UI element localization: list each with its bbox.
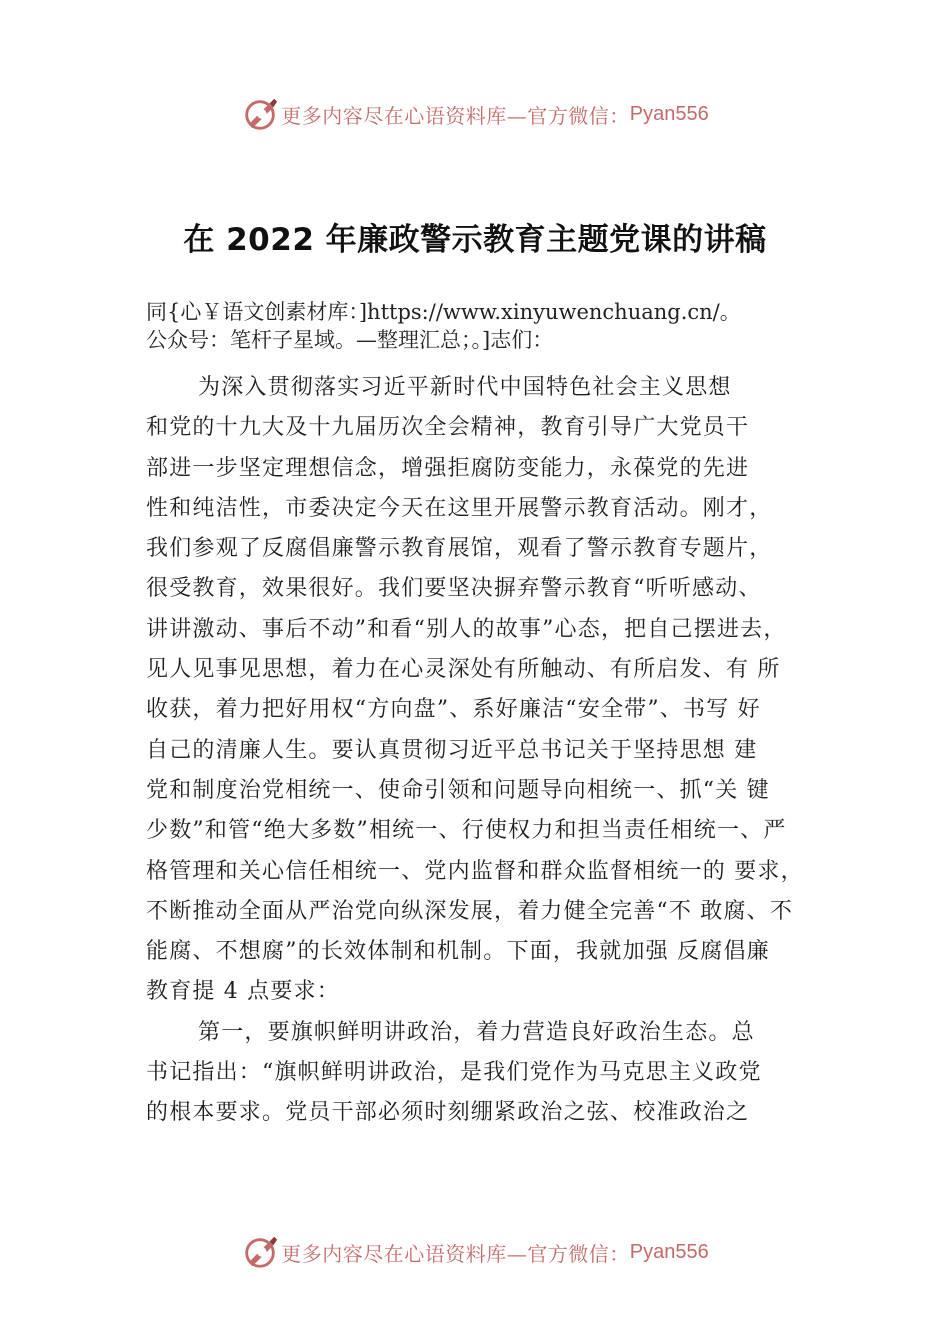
body-line: 我们参观了反腐倡廉警示教育展馆，观看了警示教育专题片， <box>146 536 773 562</box>
pen-logo-icon <box>241 1233 279 1271</box>
intro-line: 公众号：笔杆子星域。—整理汇总；。]志们： <box>146 328 554 352</box>
footer-watermark-banner <box>0 1232 950 1272</box>
document-title: 在 2022 年廉政警示教育主题党课的讲稿 <box>183 222 767 258</box>
header-watermark-banner <box>0 94 950 134</box>
banner-text: 更多内容尽在心语资料库—官方微信： <box>281 1241 630 1266</box>
document-body <box>146 368 846 1134</box>
body-line: 书记指出：“旗帜鲜明讲政治，是我们党作为马克思主义政党 <box>146 1060 762 1086</box>
body-line: 和党的十九大及十九届历次全会精神，教育引导广大党员干 <box>146 415 750 441</box>
body-line: 少数”和管“绝大多数”相统一、行使权力和担当责任相统一、严 <box>146 818 787 844</box>
body-line: 为深入贯彻落实习近平新时代中国特色社会主义思想 <box>198 375 732 400</box>
pen-logo-icon <box>241 95 279 133</box>
body-line: 讲讲激动、事后不动”和看“别人的故事”心态，把自己摆进去， <box>146 616 787 642</box>
banner-text: 更多内容尽在心语资料库—官方微信： <box>281 103 630 128</box>
body-line: 第一，要旗帜鲜明讲政治，着力营造良好政治生态。总 <box>198 1019 755 1045</box>
body-line: 很受教育，效果很好。我们要坚决摒弃警示教育“听听感动、 <box>146 576 762 602</box>
intro-line: 同{心￥语文创素材库：]https://www.xinyuwenchuang.cn/。 <box>146 300 741 324</box>
banner-wechat-id: Pyan556 <box>629 1240 709 1263</box>
body-line: 能腐、不想腐”的长效体制和机制。下面，我就加强 反腐倡廉 <box>146 939 770 965</box>
body-line: 不断推动全面从严治党向纵深发展，着力健全完善“不 敢腐、不 <box>146 898 794 924</box>
body-line: 党和制度治党相统一、使命引领和问题导向相统一、抓“关 键 <box>146 777 770 803</box>
body-line: 性和纯洁性，市委决定今天在这里开展警示教育活动。刚才， <box>146 495 773 521</box>
body-line: 收获，着力把好用权“方向盘”、系好廉洁“安全带”、书写 好 <box>146 697 761 723</box>
body-line: 部进一步坚定理想信念，增强拒腐防变能力，永葆党的先进 <box>146 455 750 481</box>
body-line: 见人见事见思想，着力在心灵深处有所触动、有所启发、有 所 <box>146 657 781 683</box>
body-line: 的根本要求。党员干部必须时刻绷紧政治之弦、校准政治之 <box>146 1100 750 1126</box>
intro-block <box>146 298 846 354</box>
body-line: 自己的清廉人生。要认真贯彻习近平总书记关于坚持思想 建 <box>146 737 758 763</box>
body-line: 格管理和关心信任相统一、党内监督和群众监督相统一的 要求， <box>146 858 804 884</box>
banner-wechat-id: Pyan556 <box>629 102 709 125</box>
body-line: 教育提 4 点要求： <box>146 979 340 1005</box>
